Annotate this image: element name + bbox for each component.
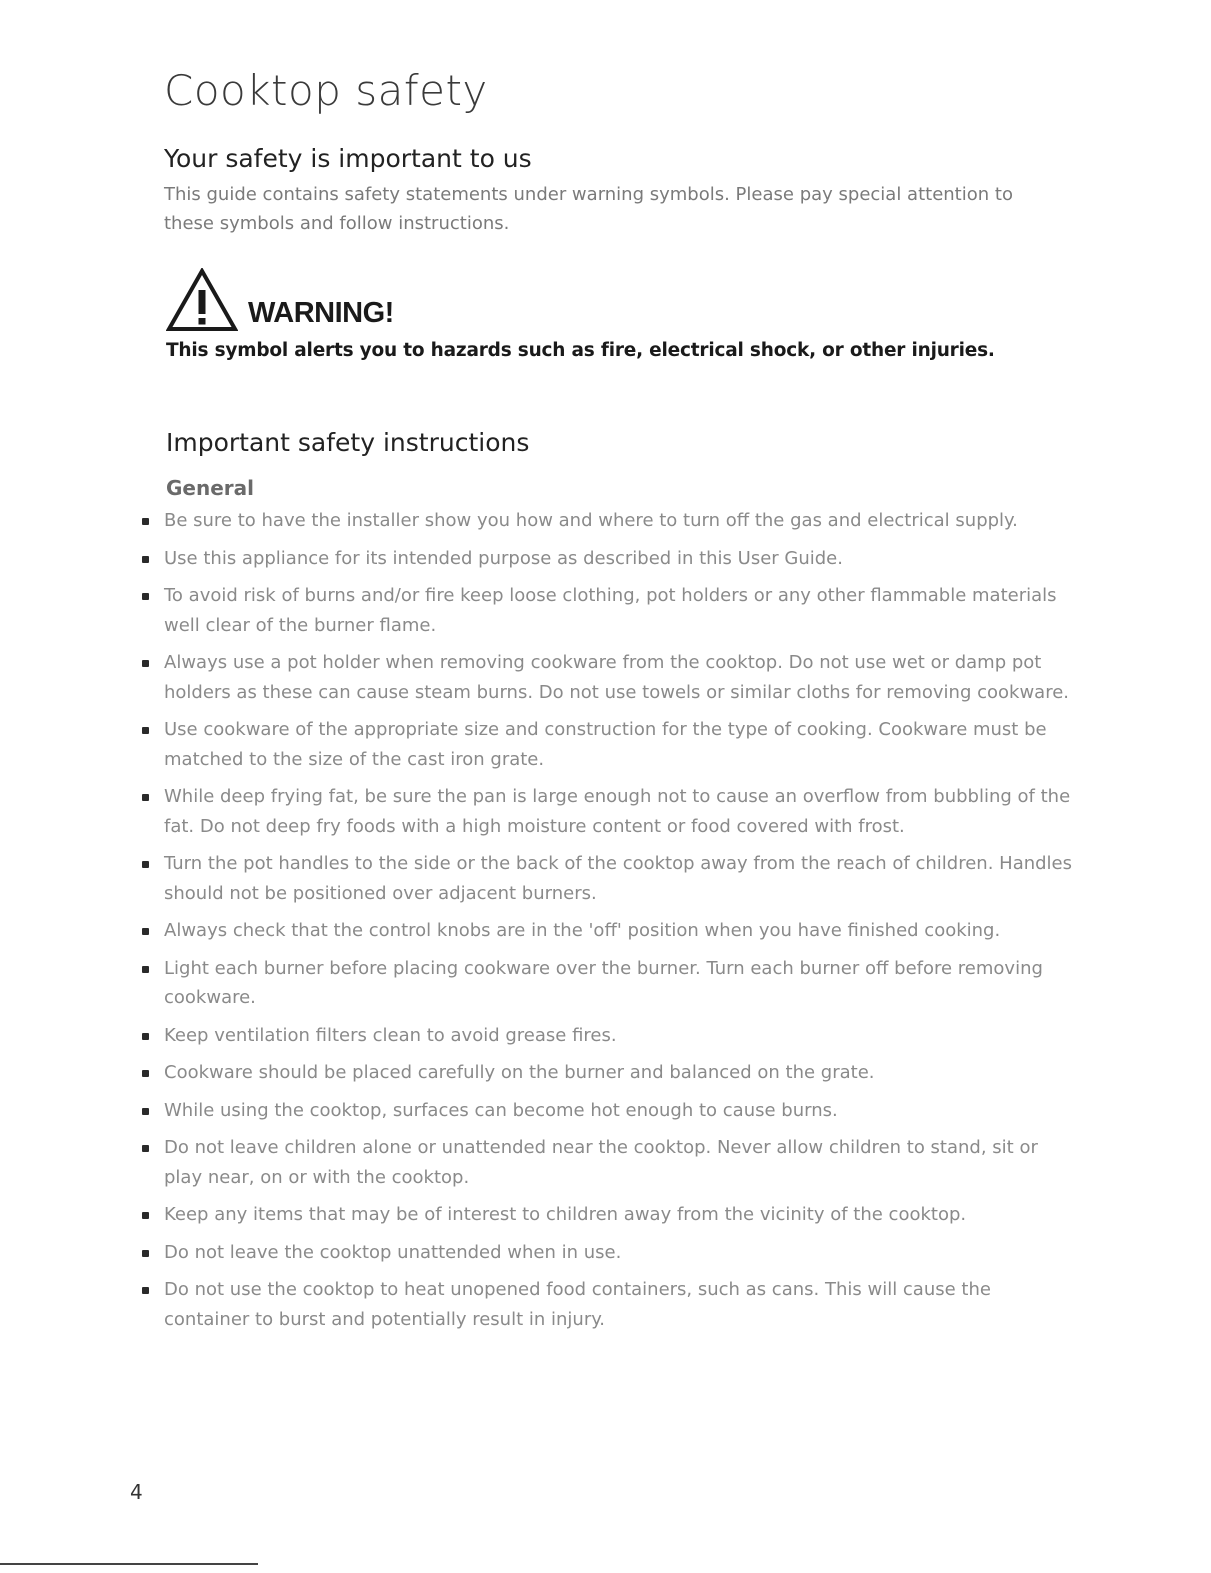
- bullet-icon: [142, 1250, 149, 1257]
- list-item-text: Do not leave children alone or unattended near the cooktop. Never allow children to stand, sit or play near, on or with the cooktop.: [164, 1137, 1038, 1188]
- list-item: [136, 1133, 1081, 1192]
- bullet-icon: [142, 727, 149, 734]
- list-item: [136, 1238, 1081, 1268]
- list-item: [136, 648, 1081, 707]
- warning-label: WARNING!: [248, 297, 394, 329]
- footer-rule: [0, 1563, 258, 1565]
- list-item-text: Cookware should be placed carefully on the burner and balanced on the grate.: [164, 1062, 875, 1083]
- intro-paragraph: This guide contains safety statements under warning symbols. Please pay special attention to these symbols and follow instructions.: [164, 184, 1013, 234]
- bullet-icon: [142, 660, 149, 667]
- bullet-icon: [142, 1033, 149, 1040]
- list-item-text: Be sure to have the installer show you how and where to turn off the gas and electrical supply.: [164, 510, 1018, 531]
- list-item-text: Light each burner before placing cookware over the burner. Turn each burner off before removing cookware.: [164, 957, 1043, 1008]
- bullet-icon: [142, 593, 149, 600]
- bullet-icon: [142, 966, 149, 973]
- list-item-text: Keep ventilation filters clean to avoid grease fires.: [164, 1024, 617, 1046]
- list-item: [136, 715, 1081, 774]
- bullet-icon: [142, 1108, 149, 1115]
- list-item-text: Keep any items that may be of interest to children away from the vicinity of the cooktop.: [164, 1204, 967, 1225]
- bullet-icon: [142, 1287, 149, 1294]
- list-item: [136, 1275, 1081, 1334]
- list-item-text: Do not use the cooktop to heat unopened food containers, such as cans. This will cause the container to burst and potentially result in injury.: [164, 1279, 991, 1330]
- list-item: [136, 506, 1081, 536]
- safety-instructions-list: [136, 506, 1081, 1342]
- bullet-icon: [142, 1070, 149, 1077]
- bullet-icon: [142, 1145, 149, 1152]
- list-item: [136, 581, 1081, 640]
- list-item: [136, 1096, 1081, 1126]
- list-item-text: Always use a pot holder when removing cookware from the cooktop. Do not use wet or damp pot holders as these can cause steam burns. Do not use towels or similar cloths for removing cookware.: [164, 652, 1070, 703]
- bullet-icon: [142, 928, 149, 935]
- list-item-text: To avoid risk of burns and/or fire keep loose clothing, pot holders or any other flammable materials well clear of the burner flame.: [164, 585, 1057, 636]
- page-title: Cooktop safety: [164, 66, 488, 115]
- bullet-icon: [142, 518, 149, 525]
- list-item: [136, 1200, 1081, 1230]
- list-item-text: While using the cooktop, surfaces can become hot enough to cause burns.: [164, 1099, 838, 1121]
- warning-banner: [166, 266, 394, 332]
- list-item: [136, 849, 1081, 908]
- list-item-text: Use cookware of the appropriate size and construction for the type of cooking. Cookware must be matched to the size of the cast iron grate.: [164, 719, 1047, 770]
- bullet-icon: [142, 556, 149, 563]
- list-item: [136, 954, 1081, 1013]
- warning-triangle-icon: [166, 268, 238, 332]
- list-item: [136, 782, 1081, 841]
- list-item: [136, 544, 1081, 574]
- list-item-text: Always check that the control knobs are in the 'off' position when you have finished cooking.: [164, 920, 1001, 941]
- group-heading-general: General: [166, 476, 254, 500]
- list-item-text: While deep frying fat, be sure the pan is large enough not to cause an overflow from bubbling of the fat. Do not deep fry foods with a high moisture content or food covered with frost.: [164, 786, 1071, 837]
- list-item: [136, 1058, 1081, 1088]
- list-item: [136, 1021, 1081, 1051]
- section-heading: Your safety is important to us: [164, 144, 532, 173]
- bullet-icon: [142, 861, 149, 868]
- list-item-text: Do not leave the cooktop unattended when in use.: [164, 1241, 622, 1263]
- bullet-icon: [142, 1212, 149, 1219]
- instructions-heading: Important safety instructions: [166, 428, 530, 457]
- warning-description: This symbol alerts you to hazards such as fire, electrical shock, or other injuries.: [166, 340, 995, 361]
- list-item: [136, 916, 1081, 946]
- page-number: 4: [130, 1480, 143, 1504]
- list-item-text: Turn the pot handles to the side or the back of the cooktop away from the reach of children. Handles should not be positioned over adjacent burners.: [164, 853, 1073, 904]
- list-item-text: Use this appliance for its intended purpose as described in this User Guide.: [164, 547, 843, 569]
- bullet-icon: [142, 794, 149, 801]
